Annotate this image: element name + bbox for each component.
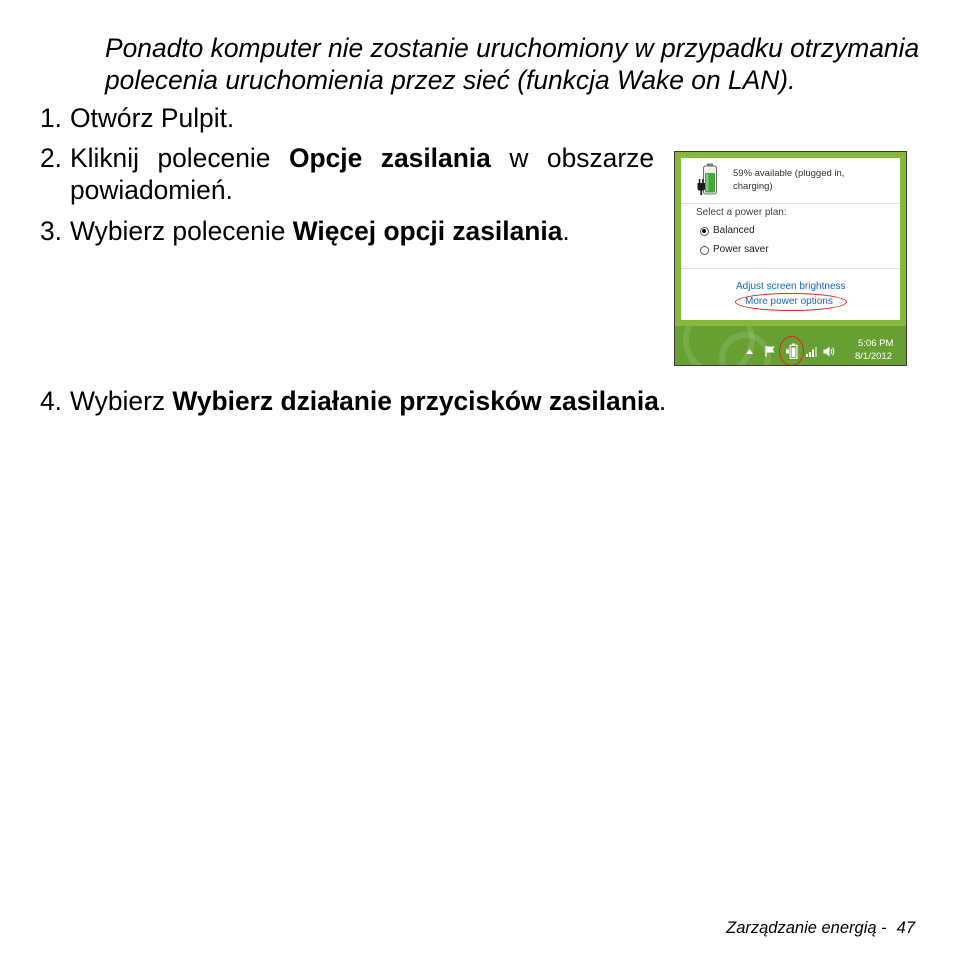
battery-status-line: charging) bbox=[733, 181, 773, 192]
divider bbox=[681, 268, 900, 269]
radio-label-power-saver[interactable]: Power saver bbox=[713, 244, 769, 255]
step-number: 1. bbox=[40, 103, 63, 133]
clock-time[interactable]: 5:06 PM bbox=[858, 338, 894, 349]
radio-balanced[interactable] bbox=[700, 227, 709, 236]
step-text-before: Wybierz bbox=[70, 386, 173, 416]
step-text bbox=[70, 102, 234, 134]
page-number: 47 bbox=[896, 919, 915, 937]
adjust-screen-brightness-link[interactable]: Adjust screen brightness bbox=[736, 281, 846, 292]
battery-flyout-screenshot bbox=[674, 151, 907, 366]
step-2 bbox=[40, 142, 654, 206]
power-plan-prompt: Select a power plan: bbox=[696, 207, 787, 218]
step-number: 2. bbox=[40, 143, 63, 173]
step-3 bbox=[40, 215, 570, 247]
network-signal-icon[interactable] bbox=[806, 346, 818, 357]
step-text-after: . bbox=[658, 386, 667, 416]
step-text-before: Kliknij polecenie bbox=[70, 143, 289, 173]
more-power-options-link[interactable]: More power options bbox=[745, 296, 833, 307]
radio-power-saver[interactable] bbox=[700, 246, 709, 255]
step-text bbox=[70, 215, 570, 247]
page-footer bbox=[726, 918, 915, 938]
step-4 bbox=[40, 385, 666, 417]
highlight-circle-more-power-options bbox=[735, 293, 847, 311]
wake-on-lan-note: Ponadto komputer nie zostanie uruchomiony w przypadku otrzymania polecenia uruchomienia przez sieć (funkcja Wake on LAN). bbox=[105, 33, 920, 95]
step-text bbox=[70, 142, 654, 206]
footer-section-title: Zarządzanie energią - bbox=[726, 919, 887, 937]
show-hidden-icons-arrow-icon[interactable] bbox=[746, 349, 753, 354]
step-text-plain: Otwórz Pulpit. bbox=[70, 103, 235, 133]
step-text bbox=[70, 385, 666, 417]
step-number: 3. bbox=[40, 216, 63, 246]
taskbar bbox=[675, 326, 906, 366]
volume-icon[interactable] bbox=[823, 346, 835, 357]
battery-status-line: 59% available (plugged in, bbox=[733, 168, 845, 179]
step-text-bold: Opcje zasilania bbox=[288, 143, 491, 173]
step-text-before: Wybierz polecenie bbox=[70, 216, 293, 246]
battery-plugged-in-icon bbox=[697, 163, 719, 200]
radio-label-balanced[interactable]: Balanced bbox=[713, 225, 755, 236]
battery-status-text bbox=[733, 167, 844, 193]
step-text-after: w obszarze powiadomień. bbox=[70, 143, 654, 205]
action-center-flag-icon[interactable] bbox=[764, 345, 776, 357]
step-number: 4. bbox=[40, 386, 63, 416]
divider bbox=[681, 203, 900, 204]
step-text-bold: Wybierz działanie przycisków zasilania bbox=[172, 386, 659, 416]
step-text-bold: Więcej opcji zasilania bbox=[292, 216, 563, 246]
step-1 bbox=[40, 102, 234, 134]
battery-flyout-panel bbox=[681, 158, 900, 320]
clock-date[interactable]: 8/1/2012 bbox=[855, 351, 892, 362]
highlight-circle-battery-icon bbox=[779, 336, 804, 366]
step-text-after: . bbox=[562, 216, 570, 246]
